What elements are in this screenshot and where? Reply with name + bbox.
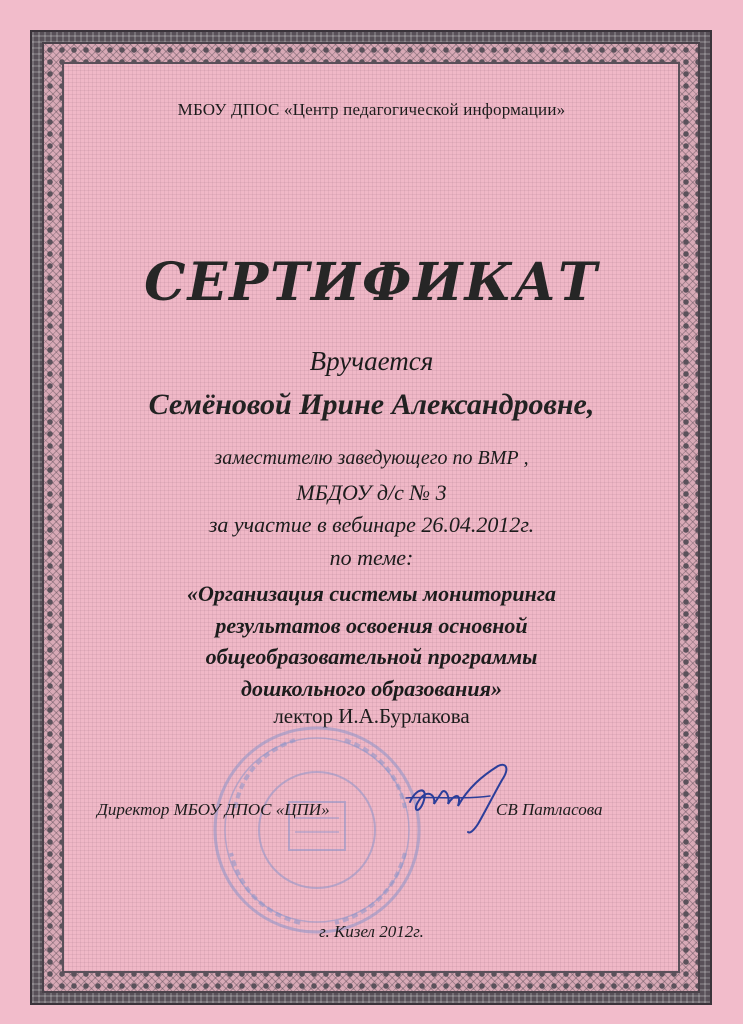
organization-name: МБОУ ДПОС «Центр педагогической информации» xyxy=(177,100,566,119)
recipient-position: заместителю заведующего по ВМР , xyxy=(214,447,529,469)
webinar-topic xyxy=(0,578,743,704)
topic-line: «Организация системы мониторинга xyxy=(187,581,556,606)
lecturer-name: лектор И.А.Бурлакова xyxy=(273,704,470,728)
certificate-title: СЕРТИФИКАТ xyxy=(144,252,599,313)
presented-to-label: Вручается xyxy=(309,346,434,376)
city-and-year: г. Кизел 2012г. xyxy=(319,922,424,941)
director-title: Директор МБОУ ДПОС «ЦПИ» xyxy=(97,800,330,819)
recipient-school: МБДОУ д/с № 3 xyxy=(296,480,447,505)
topic-line: общеобразовательной программы xyxy=(205,644,538,669)
recipient-name: Семёновой Ирине Александровне, xyxy=(148,388,595,421)
topic-line: результатов освоения основной xyxy=(215,612,528,638)
participation-statement: за участие в вебинаре 26.04.2012г. xyxy=(208,512,535,537)
topic-line: дошкольного образования» xyxy=(241,675,502,701)
director-name: СВ Патласова xyxy=(496,800,603,819)
topic-label: по теме: xyxy=(329,545,414,570)
